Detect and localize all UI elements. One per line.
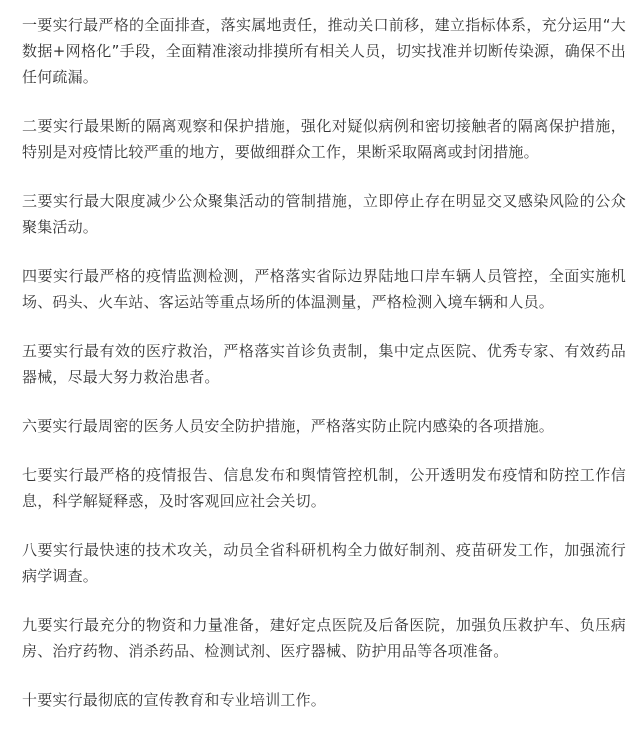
article-body xyxy=(22,12,626,736)
paragraph-6: 六要实行最周密的医务人员安全防护措施，严格落实防止院内感染的各项措施。 xyxy=(22,417,555,435)
paragraph-2: 二要实行最果断的隔离观察和保护措施，强化对疑似病例和密切接触者的隔离保护措施，特别是对疫情比较严重的地方，要做细群众工作，果断采取隔离或封闭措施。 xyxy=(22,117,626,161)
paragraph-7: 七要实行最严格的疫情报告、信息发布和舆情管控机制，公开透明发布疫情和防控工作信息，科学解疑释惑，及时客观回应社会关切。 xyxy=(22,466,626,510)
paragraph-1: 一要实行最严格的全面排查，落实属地责任，推动关口前移，建立指标体系，充分运用“大数据+网格化”手段，全面精准滚动排摸所有相关人员，切实找准并切断传染源，确保不出任何疏漏。 xyxy=(22,16,626,86)
paragraph-4: 四要实行最严格的疫情监测检测，严格落实省际边界陆地口岸车辆人员管控，全面实施机场、码头、火车站、客运站等重点场所的体温测量，严格检测入境车辆和人员。 xyxy=(22,267,626,311)
paragraph-8: 八要实行最快速的技术攻关，动员全省科研机构全力做好制剂、疫苗研发工作，加强流行病学调查。 xyxy=(22,541,626,585)
paragraph-10: 十要实行最彻底的宣传教育和专业培训工作。 xyxy=(22,691,327,709)
paragraph-9: 九要实行最充分的物资和力量准备，建好定点医院及后备医院，加强负压救护车、负压病房、治疗药物、消杀药品、检测试剂、医疗器械、防护用品等各项准备。 xyxy=(22,616,626,660)
paragraph-3: 三要实行最大限度减少公众聚集活动的管制措施，立即停止存在明显交叉感染风险的公众聚集活动。 xyxy=(22,192,626,236)
paragraph-5: 五要实行最有效的医疗救治，严格落实首诊负责制，集中定点医院、优秀专家、有效药品器械，尽最大努力救治患者。 xyxy=(22,342,626,386)
